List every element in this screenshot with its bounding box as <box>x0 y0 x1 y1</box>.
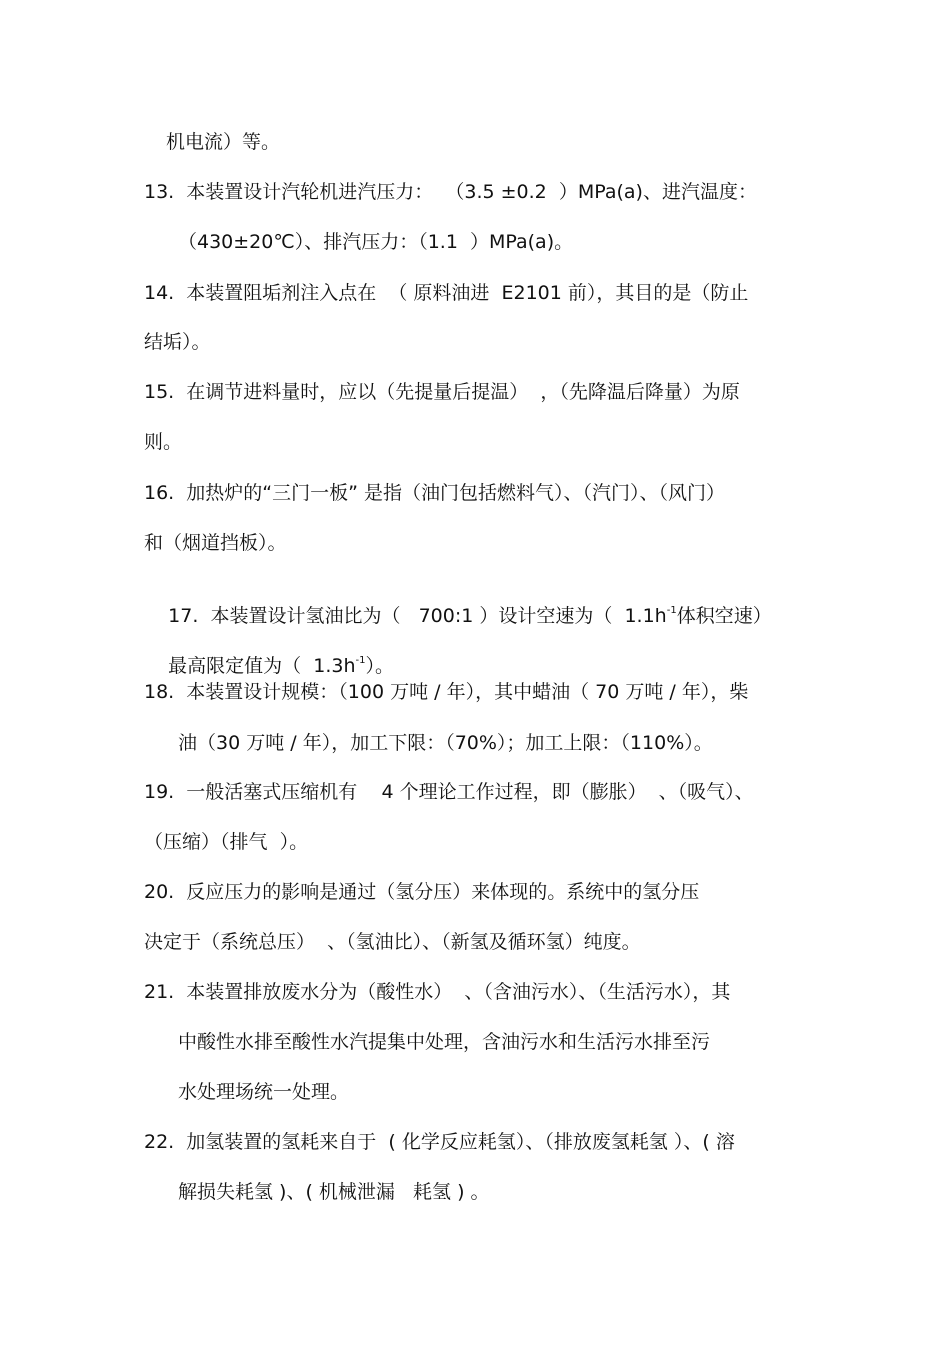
item-14-line-1: 14. 本装置阻垢剂注入点在 （ 原料油进 E2101 前），其目的是（防止 <box>144 282 749 304</box>
item-20-line-2: 决定于（系统总压） 、（氢油比）、（新氢及循环氢）纯度。 <box>144 931 641 953</box>
item-21-line-2: 中酸性水排至酸性水汽提集中处理，含油污水和生活污水排至污 <box>178 1031 711 1053</box>
item-17-text-c: 最高限定值为（ 1.3h <box>168 655 356 677</box>
item-18-line-1: 18. 本装置设计规模：（100 万吨 / 年），其中蜡油（ 70 万吨 / 年），柴 <box>144 681 749 703</box>
item-15-line-1: 15. 在调节进料量时，应以（先提量后提温） ，（先降温后降量）为原 <box>144 381 740 403</box>
item-14-line-2: 结垢）。 <box>144 331 211 353</box>
item-17-text-d: ）。 <box>365 655 395 677</box>
item-22-line-2: 解损失耗氢 )、( 机械泄漏 耗氢 ) 。 <box>178 1181 490 1203</box>
item-19-line-1: 19. 一般活塞式压缩机有 4 个理论工作过程，即（膨胀） 、（吸气）、 <box>144 781 754 803</box>
item-16-line-2: 和（烟道挡板）。 <box>144 532 287 554</box>
item-16-line-1: 16. 加热炉的“三门一板” 是指（油门包括燃料气）、（汽门）、（风门） <box>144 482 726 504</box>
item-22-line-1: 22. 加氢装置的氢耗来自于 ( 化学反应耗氢）、（排放废氢耗氢 ）、( 溶 <box>144 1131 735 1153</box>
item-13-line-2: （430±20℃）、排汽压力：（1.1 ）MPa(a)。 <box>178 231 574 253</box>
item-15-line-2: 则。 <box>144 431 183 453</box>
item-17-text-a: 17. 本装置设计氢油比为（ 700:1 ）设计空速为（ 1.1h <box>168 605 667 627</box>
item-13-line-1: 13. 本装置设计汽轮机进汽压力： （3.5 ±0.2 ）MPa(a)、进汽温度： <box>144 181 757 203</box>
item-21-line-1: 21. 本装置排放废水分为（酸性水） 、（含油污水）、（生活污水），其 <box>144 981 731 1003</box>
superscript: -1 <box>666 605 677 616</box>
item-19-line-2: （压缩）（排气 ）。 <box>144 831 309 853</box>
superscript: -1 <box>355 655 366 666</box>
item-18-line-2: 油（30 万吨 / 年），加工下限：（70%）；加工上限：（110%）。 <box>178 732 713 754</box>
item-17-text-b: 体积空速） <box>676 605 772 627</box>
text-line-1: 机电流）等。 <box>166 131 281 153</box>
item-20-line-1: 20. 反应压力的影响是通过（氢分压）来体现的。系统中的氢分压 <box>144 881 700 903</box>
item-21-line-3: 水处理场统一处理。 <box>178 1081 350 1103</box>
